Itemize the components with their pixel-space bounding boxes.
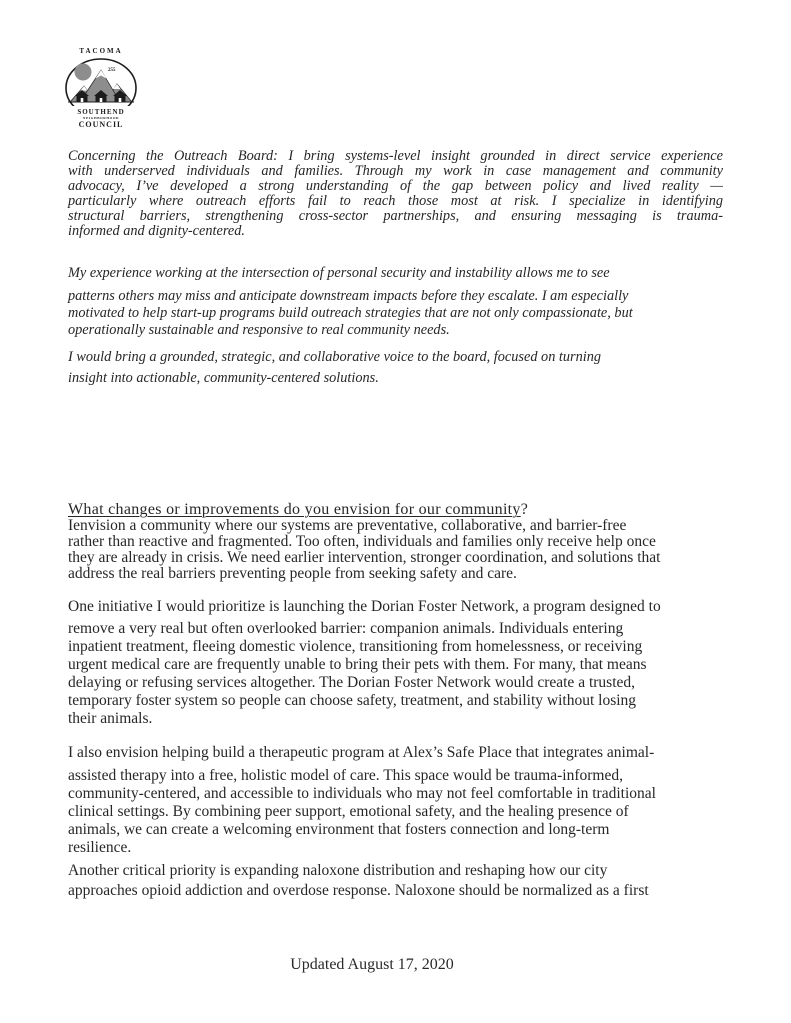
logo-city-text: TACOMA bbox=[79, 47, 123, 55]
text-line: operationally sustainable and responsive to real community needs. bbox=[68, 322, 450, 338]
text-line: their animals. bbox=[68, 710, 153, 727]
intro-section bbox=[68, 149, 723, 387]
intro-paragraph-voice bbox=[68, 349, 723, 387]
text-line: Concerning the Outreach Board: I bring systems-level insight grounded in direct service experience bbox=[68, 148, 723, 164]
text-line: advocacy, I’ve developed a strong understanding of the gap between policy and lived reality — bbox=[68, 178, 723, 194]
text-line: delaying or refusing services altogether. The Dorian Foster Network would create a trusted, bbox=[68, 674, 636, 691]
question-heading-qmark: ? bbox=[520, 501, 529, 518]
text-line: rather than reactive and fragmented. Too often, individuals and families only receive help once bbox=[68, 533, 656, 550]
updated-date: Updated August 17, 2020 bbox=[290, 956, 454, 973]
text-line: temporary foster system so people can choose safety, treatment, and stability without losing bbox=[68, 692, 637, 709]
logo-badge-number: 255 bbox=[108, 68, 116, 73]
intro-paragraph-outreach-board bbox=[68, 149, 723, 239]
houses-icon bbox=[75, 90, 127, 102]
text-line: insight into actionable, community-centered solutions. bbox=[68, 370, 379, 386]
text-line: with underserved individuals and families. Through my work in case management and community bbox=[68, 163, 723, 179]
question-heading-underlined: What changes or improvements do you envision for our community bbox=[68, 501, 521, 518]
text-line: address the real barriers preventing people from seeking safety and care. bbox=[68, 565, 517, 582]
sun-icon bbox=[75, 64, 92, 81]
intro-paragraph-experience bbox=[68, 265, 723, 339]
question-heading bbox=[68, 501, 738, 518]
logo-org-line2: NEIGHBORHOOD bbox=[82, 116, 120, 120]
council-logo bbox=[62, 44, 140, 130]
answer-paragraph-vision bbox=[68, 518, 738, 582]
text-line: animals, we can create a welcoming environment that fosters connection and long-term bbox=[68, 821, 610, 838]
logo-org-line3: COUNCIL bbox=[78, 120, 124, 129]
text-line: particularly where outreach efforts fail to reach those most at risk. I specialize in identifying bbox=[68, 193, 723, 209]
text-line: assisted therapy into a free, holistic model of care. This space would be trauma-informed, bbox=[68, 767, 623, 784]
text-line: urgent medical care are frequently unable to bring their pets with them. For many, that means bbox=[68, 656, 647, 673]
text-line: Another critical priority is expanding naloxone distribution and reshaping how our city bbox=[68, 862, 608, 879]
answer-paragraph-dorian-foster-network bbox=[68, 598, 738, 728]
council-logo-graphic bbox=[62, 44, 140, 130]
text-line: I also envision helping build a therapeutic program at Alex’s Safe Place that integrates animal- bbox=[68, 744, 655, 761]
answer-section bbox=[68, 501, 738, 901]
text-line: structural barriers, strengthening cross-sector partnerships, and ensuring messaging is trauma- bbox=[68, 208, 723, 224]
text-line: I would bring a grounded, strategic, and collaborative voice to the board, focused on turning bbox=[68, 349, 602, 365]
text-line: approaches opioid addiction and overdose response. Naloxone should be normalized as a first bbox=[68, 882, 649, 899]
text-line: patterns others may miss and anticipate downstream impacts before they escalate. I am especially bbox=[68, 288, 629, 304]
text-line: My experience working at the intersection of personal security and instability allows me to see bbox=[68, 265, 610, 281]
text-line: community-centered, and accessible to individuals who may not feel comfortable in traditional bbox=[68, 785, 656, 802]
answer-paragraph-alexs-safe-place bbox=[68, 744, 738, 857]
text-line: they are already in crisis. We need earlier intervention, stronger coordination, and solutions that bbox=[68, 549, 661, 566]
text-line: informed and dignity-centered. bbox=[68, 223, 245, 239]
logo-org-line1: SOUTHEND bbox=[77, 108, 125, 116]
answer-paragraph-naloxone bbox=[68, 861, 738, 901]
text-line: Ienvision a community where our systems are preventative, collaborative, and barrier-free bbox=[68, 517, 627, 534]
text-line: motivated to help start-up programs build outreach strategies that are not only compassionate, but bbox=[68, 305, 633, 321]
text-line: clinical settings. By combining peer support, emotional safety, and the healing presence of bbox=[68, 803, 629, 820]
text-line: inpatient treatment, fleeing domestic violence, transitioning from homelessness, or receiving bbox=[68, 638, 643, 655]
text-line: resilience. bbox=[68, 839, 132, 856]
text-line: remove a very real but often overlooked barrier: companion animals. Individuals entering bbox=[68, 620, 624, 637]
text-line: One initiative I would prioritize is launching the Dorian Foster Network, a program designed to bbox=[68, 598, 661, 615]
